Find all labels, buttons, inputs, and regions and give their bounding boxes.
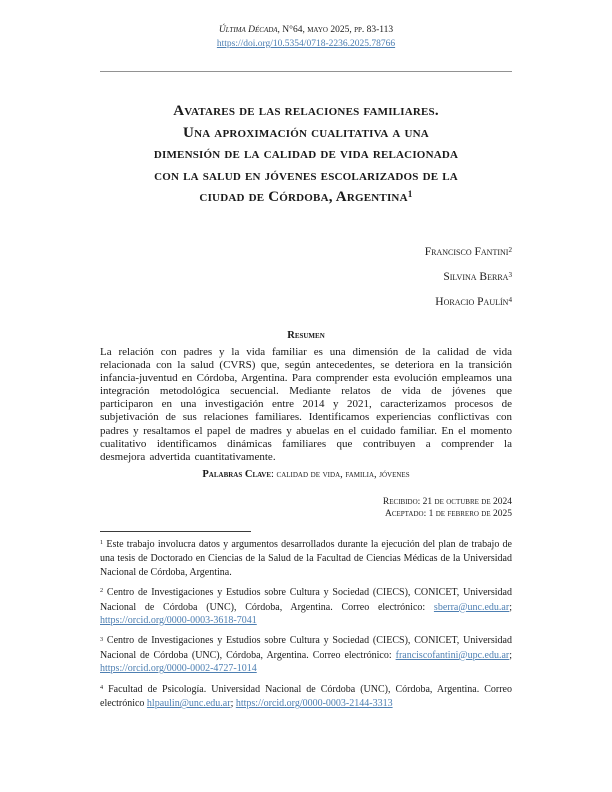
title-line: con la salud en jóvenes escolarizados de la [154, 167, 458, 184]
footnote-3 [100, 634, 512, 675]
author-footnote-marker: 4 [508, 295, 512, 304]
author-name: Francisco Fantini [424, 246, 509, 258]
author-line [100, 265, 512, 290]
author-name: Silvina Berra [443, 271, 509, 283]
doi-line [100, 37, 512, 51]
footnote-divider [100, 531, 251, 532]
footnote-email-link[interactable]: hlpaulin@unc.edu.ar [146, 698, 231, 710]
author-line [100, 290, 512, 315]
article-title [56, 101, 556, 211]
footnote-text: Facultad de Psicología. Universidad Nacional de Córdoba (UNC), Córdoba, Argentina. Correo electrónico [100, 683, 512, 710]
footnote-link-separator: ; [230, 698, 236, 710]
footnote-text: Centro de Investigaciones y Estudios sobre Cultura y Sociedad (CIECS), CONICET, Universidad Nacional de Córdoba (UNC), Córdoba, Argentina. Correo electrónico: [100, 587, 512, 613]
footnote-1 [100, 538, 512, 579]
authors-block [100, 240, 512, 315]
footnote-marker: 4 [100, 683, 104, 691]
title-line: Una aproximación cualitativa a una [183, 124, 429, 141]
journal-issue-info: , N°64, mayo 2025, pp. 83-113 [277, 25, 394, 35]
header-divider [100, 71, 512, 72]
footnote-orcid-link[interactable]: https://orcid.org/0000-0003-2144-3313 [235, 698, 393, 710]
footnote-text: Este trabajo involucra datos y argumentos desarrollados durante la ejecución del plan de trabajo de una tesis de Doctorado en Ciencias de la Salud de la Facultad de Ciencias Médicas de la Universidad Nacional de Córdoba, Argentina. [100, 539, 513, 578]
journal-header [100, 23, 512, 51]
abstract-heading: Resumen [287, 330, 325, 341]
footnote-link-separator: ; [509, 649, 512, 661]
title-line-text: ciudad de Córdoba, Argentina [199, 189, 408, 205]
journal-name: Última Década [218, 25, 278, 35]
doi-link[interactable]: https://doi.org/10.5354/0718-2236.2025.78766 [216, 39, 396, 49]
journal-citation-line [100, 23, 512, 37]
footnote-text: Centro de Investigaciones y Estudios sobre Cultura y Sociedad (CIECS), CONICET, Universidad Nacional de Córdoba (UNC), Córdoba, Argentina. Correo electrónico: [100, 635, 512, 661]
accepted-date: Aceptado: 1 de febrero de 2025 [384, 509, 512, 519]
keywords-label: Palabras Clave [202, 469, 271, 480]
title-line: dimensión de la calidad de vida relacionada [153, 146, 459, 162]
footnote-orcid-link[interactable]: https://orcid.org/0000-0003-3618-7041 [100, 615, 257, 627]
received-date: Recibido: 21 de octubre de 2024 [382, 497, 512, 507]
footnote-4 [100, 683, 512, 711]
author-name: Horacio Paulín [435, 296, 509, 308]
footnote-email-link[interactable]: sberra@unc.edu.ar [433, 601, 510, 613]
dates-block [100, 496, 512, 520]
footnote-marker: 1 [100, 539, 104, 547]
footnote-2 [100, 586, 512, 627]
abstract-body: La relación con padres y la vida familiar es una dimensión de la calidad de vida relacionada con la salud (CVRS) que, según antecedentes, se deteriora en la transición infancia-juventud en Córdoba, Argentina. Para comprender esta evolución empleamos una integración metodológica secuencial. Mediante relatos de vida de jóvenes que participaron en una investigación entre 2014 y 2021, caracterizamos procesos de subjetivación de sus relaciones familiares. Identificamos experiencias conflictivas con padres y resaltamos el papel de madres y abuelas en el cuidado familiar. En el momento cualitativo identificamos dinámicas familiares que contribuyen a comprender la desmejora advertida cuantitativamente. [100, 346, 512, 463]
title-line: Avatares de las relaciones familiares. [173, 103, 439, 119]
author-line [100, 240, 512, 265]
footnotes-block [100, 538, 512, 717]
footnote-link-separator: ; [509, 601, 512, 613]
footnote-marker: 2 [100, 587, 104, 595]
author-footnote-marker: 2 [508, 245, 512, 254]
footnote-email-link[interactable]: franciscofantini@upc.edu.ar [395, 649, 510, 661]
title-footnote-marker: 1 [407, 189, 413, 200]
footnote-marker: 3 [100, 635, 104, 643]
keywords-separator: : [271, 469, 277, 480]
author-footnote-marker: 3 [508, 270, 512, 279]
keywords-line [100, 469, 512, 480]
title-line [56, 187, 556, 211]
footnote-orcid-link[interactable]: https://orcid.org/0000-0002-4727-1014 [100, 663, 257, 675]
keywords-value: calidad de vida, familia, jóvenes [276, 469, 410, 480]
